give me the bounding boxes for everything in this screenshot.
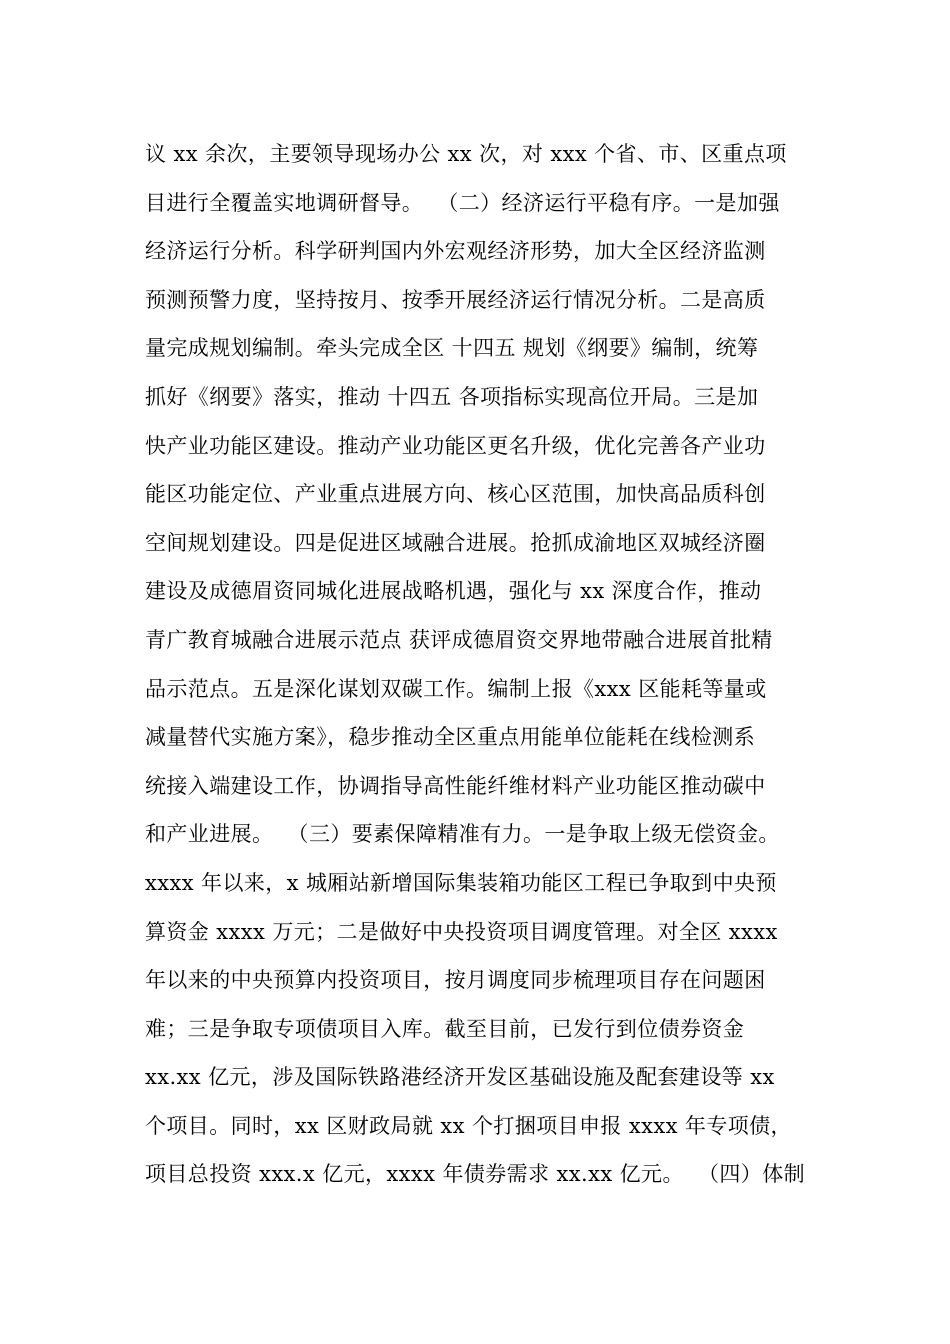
text-line-1: 议 xx 余次，主要领导现场办公 xx 次，对 xxx 个省、市、区重点项 [145, 142, 787, 166]
text-line-5: 量完成规划编制。牵头完成全区 十四五 规划《纲要》编制，统筹 [145, 336, 759, 361]
text-line-17: 算资金 xxxx 万元；二是做好中央投资项目调度管理。对全区 xxxx [145, 919, 778, 944]
text-line-20: xx.xx 亿元，涉及国际铁路港经济开发区基础设施及配套建设等 xx [145, 1065, 775, 1090]
text-line-16: xxxx 年以来，x 城厢站新增国际集装箱功能区工程已争取到中央预 [145, 870, 777, 895]
text-line-14: 统接入端建设工作，协调指导高性能纤维材料产业功能区推动碳中 [145, 773, 766, 798]
text-line-22: 项目总投资 xxx.x 亿元，xxxx 年债券需求 xx.xx 亿元。 （四）体制 [145, 1162, 805, 1187]
document-body [145, 130, 825, 1199]
text-line-4: 预测预警力度，坚持按月、按季开展经济运行情况分析。二是高质 [145, 287, 766, 312]
text-line-18: 年以来的中央预算内投资项目，按月调度同步梳理项目存在问题困 [145, 968, 766, 993]
text-line-11: 青广教育城融合进展示范点 获评成德眉资交界地带融合进展首批精 [145, 627, 773, 652]
text-line-9: 空间规划建设。四是促进区域融合进展。抢抓成渝地区双城经济圈 [145, 530, 766, 555]
text-line-15: 和产业进展。 （三）要素保障精准有力。一是争取上级无偿资金。 [145, 822, 780, 847]
text-line-8: 能区功能定位、产业重点进展方向、核心区范围，加快高品质科创 [145, 482, 766, 507]
text-line-10: 建设及成德眉资同城化进展战略机遇，强化与 xx 深度合作，推动 [145, 579, 762, 604]
text-line-6: 抓好《纲要》落实，推动 十四五 各项指标实现高位开局。三是加 [145, 384, 759, 409]
text-line-2: 目进行全覆盖实地调研督导。 （二）经济运行平稳有序。一是加强 [145, 190, 780, 215]
text-line-21: 个项目。同时，xx 区财政局就 xx 个打捆项目申报 xxxx 年专项债， [145, 1113, 792, 1138]
text-line-3: 经济运行分析。科学研判国内外宏观经济形势，加大全区经济监测 [145, 239, 766, 264]
text-line-13: 减量替代实施方案》，稳步推动全区重点用能单位能耗在线检测系 [145, 725, 756, 750]
text-line-12: 品示范点。五是深化谋划双碳工作。编制上报《xxx 区能耗等量或 [145, 676, 767, 701]
text-line-7: 快产业功能区建设。推动产业功能区更名升级，优化完善各产业功 [145, 433, 766, 458]
text-line-19: 难；三是争取专项债项目入库。截至目前，已发行到位债券资金 [145, 1016, 745, 1041]
